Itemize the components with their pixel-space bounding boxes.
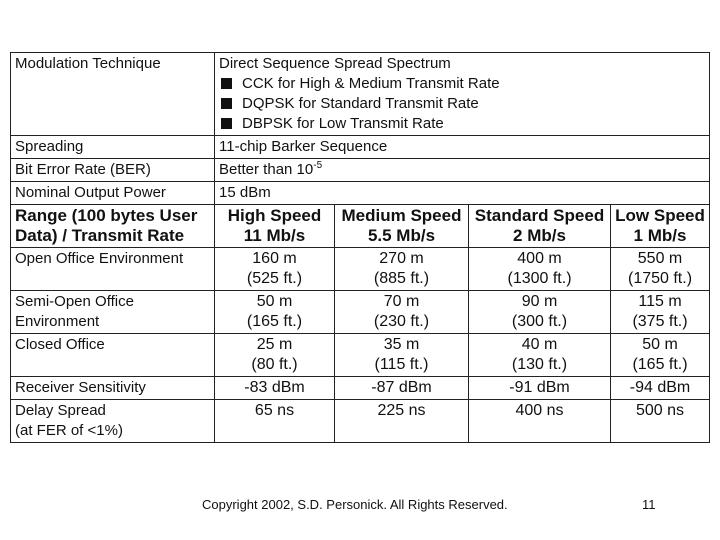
table-cell: 50 m (165 ft.) <box>611 334 710 377</box>
table-row-receiver-sensitivity <box>11 377 710 400</box>
table-cell: 90 m (300 ft.) <box>469 291 611 334</box>
table-cell: 35 m (115 ft.) <box>335 334 469 377</box>
row-label: Closed Office <box>11 334 215 377</box>
table-cell: 70 m (230 ft.) <box>335 291 469 334</box>
ber-row <box>11 159 710 182</box>
specification-table <box>10 52 710 443</box>
modulation-bullet: DBPSK for Low Transmit Rate <box>219 114 705 134</box>
copyright-footer: Copyright 2002, S.D. Personick. All Rights Reserved. <box>202 497 508 512</box>
page-number: 11 <box>642 497 656 512</box>
power-label: Nominal Output Power <box>11 182 215 205</box>
range-header-label: Range (100 bytes User Data) / Transmit Rate <box>11 205 215 248</box>
row-label: Receiver Sensitivity <box>11 377 215 400</box>
table-row-open-office <box>11 248 710 291</box>
modulation-value: Direct Sequence Spread Spectrum <box>219 55 451 72</box>
table-cell: 400 m (1300 ft.) <box>469 248 611 291</box>
table-row-semi-open-office <box>11 291 710 334</box>
square-bullet-icon <box>221 118 232 129</box>
spreading-value: 11-chip Barker Sequence <box>215 136 710 159</box>
table-cell: 40 m (130 ft.) <box>469 334 611 377</box>
row-label: Semi-Open Office Environment <box>11 291 215 334</box>
table-cell: 50 m (165 ft.) <box>215 291 335 334</box>
power-row <box>11 182 710 205</box>
ber-exponent: -5 <box>313 160 323 171</box>
modulation-bullet: DQPSK for Standard Transmit Rate <box>219 94 705 114</box>
column-header-medium-speed: Medium Speed 5.5 Mb/s <box>335 205 469 248</box>
table-row-delay-spread <box>11 400 710 443</box>
column-header-standard-speed: Standard Speed 2 Mb/s <box>469 205 611 248</box>
table-cell: 270 m (885 ft.) <box>335 248 469 291</box>
modulation-row <box>11 53 710 136</box>
modulation-value-cell <box>215 53 710 136</box>
table-cell: 400 ns <box>469 400 611 443</box>
modulation-label: Modulation Technique <box>11 53 215 136</box>
spreading-label: Spreading <box>11 136 215 159</box>
table-cell: -94 dBm <box>611 377 710 400</box>
table-cell: 550 m (1750 ft.) <box>611 248 710 291</box>
table-cell: 115 m (375 ft.) <box>611 291 710 334</box>
table-row-closed-office <box>11 334 710 377</box>
table-cell: -87 dBm <box>335 377 469 400</box>
table-cell: 500 ns <box>611 400 710 443</box>
row-label: Delay Spread (at FER of <1%) <box>11 400 215 443</box>
square-bullet-icon <box>221 98 232 109</box>
ber-value: Better than $10^{-5}$ <box>215 159 710 182</box>
table-cell: 160 m (525 ft.) <box>215 248 335 291</box>
row-label: Open Office Environment <box>11 248 215 291</box>
column-header-high-speed: High Speed 11 Mb/s <box>215 205 335 248</box>
power-value: 15 dBm <box>215 182 710 205</box>
table-cell: 65 ns <box>215 400 335 443</box>
column-header-low-speed: Low Speed 1 Mb/s <box>611 205 710 248</box>
square-bullet-icon <box>221 78 232 89</box>
spreading-row <box>11 136 710 159</box>
table-cell: 225 ns <box>335 400 469 443</box>
range-header-row <box>11 205 710 248</box>
table-cell: -83 dBm <box>215 377 335 400</box>
ber-label: Bit Error Rate (BER) <box>11 159 215 182</box>
modulation-bullet: CCK for High & Medium Transmit Rate <box>219 74 705 94</box>
table-cell: -91 dBm <box>469 377 611 400</box>
table-cell: 25 m (80 ft.) <box>215 334 335 377</box>
